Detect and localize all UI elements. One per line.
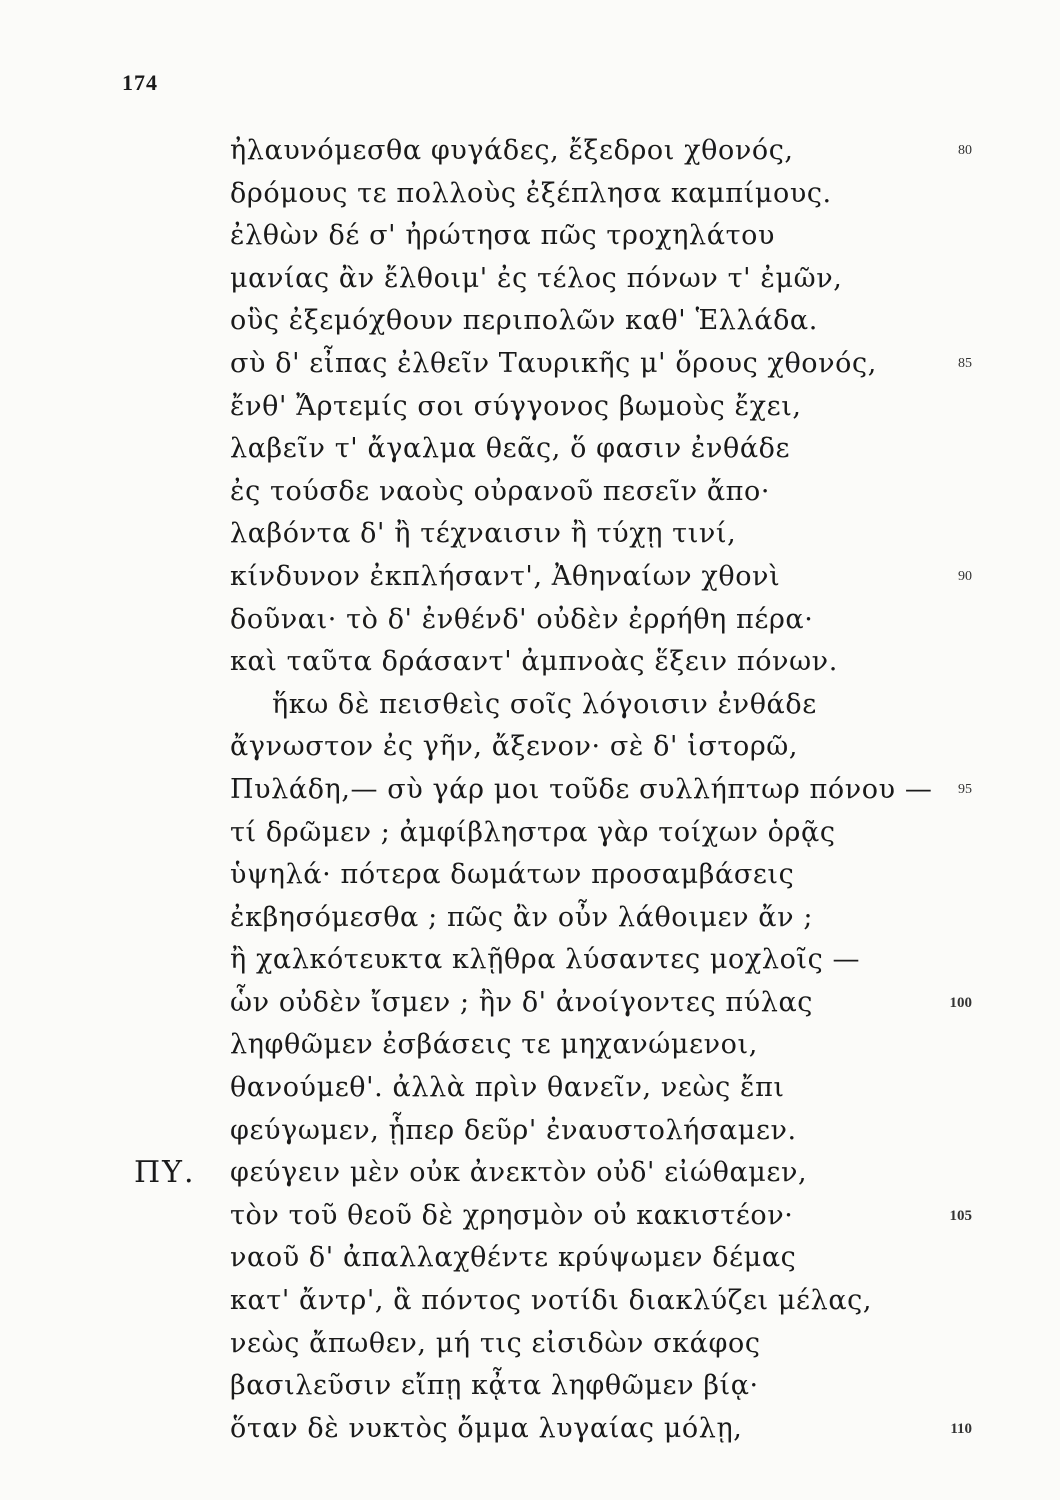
verse-line <box>0 599 1060 642</box>
verse-text: λαβόντα δ' ἢ τέχναισιν ἢ τύχῃ τινί, <box>230 518 737 550</box>
verse-line <box>0 1024 1060 1067</box>
verse-line <box>0 258 1060 301</box>
verse-text: θανούμεθ'. ἀλλὰ πρὶν θανεῖν, νεὼς ἔπι <box>230 1072 785 1104</box>
verse-line <box>0 1323 1060 1366</box>
verse-line <box>0 982 1060 1025</box>
verse-text: λαβεῖν τ' ἄγαλμα θεᾶς, ὅ φασιν ἐνθάδε <box>230 433 791 465</box>
verse-line <box>0 1110 1060 1153</box>
verse-text: σὺ δ' εἶπας ἐλθεῖν Ταυρικῆς μ' ὅρους χθονός, <box>230 347 877 379</box>
line-number: 95 <box>958 781 972 797</box>
verse-line <box>0 513 1060 556</box>
verse-text: καὶ ταῦτα δράσαντ' ἀμπνοὰς ἕξειν πόνων. <box>230 646 838 678</box>
verse-text: ὅταν δὲ νυκτὸς ὄμμα λυγαίας μόλῃ, <box>230 1412 743 1444</box>
verse-line <box>0 1195 1060 1238</box>
verse-line <box>0 130 1060 173</box>
verse-text: δοῦναι· τὸ δ' ἐνθένδ' οὐδὲν ἐρρήθη πέρα· <box>230 603 814 635</box>
line-number: 90 <box>958 568 972 584</box>
verse-line <box>0 173 1060 216</box>
verse-text: ἄγνωστον ἐς γῆν, ἄξενον· σὲ δ' ἱστορῶ, <box>230 731 799 763</box>
verse-line <box>0 641 1060 684</box>
line-number: 80 <box>958 143 972 158</box>
verse-text: κίνδυνον ἐκπλήσαντ', Ἀθηναίων χθονὶ <box>230 560 781 592</box>
verse-text: δρόμους τε πολλοὺς ἐξέπλησα καμπίμους. <box>230 177 832 209</box>
verse-text: τί δρῶμεν ; ἀμφίβληστρα γὰρ τοίχων ὁρᾷς <box>230 816 836 848</box>
verse-text: ληφθῶμεν ἐσβάσεις τε μηχανώμενοι, <box>230 1029 758 1061</box>
verse-line <box>0 1237 1060 1280</box>
line-number: 105 <box>949 1207 972 1224</box>
verse-text: φεύγειν μὲν οὐκ ἀνεκτὸν οὐδ' εἰώθαμεν, <box>230 1157 808 1189</box>
verse-line <box>0 769 1060 812</box>
verse-line <box>0 939 1060 982</box>
verse-line <box>0 386 1060 429</box>
verse-text: ὧν οὐδὲν ἴσμεν ; ἢν δ' ἀνοίγοντες πύλας <box>230 986 814 1018</box>
verse-line <box>0 343 1060 386</box>
speaker-label: ΠΥ. <box>134 1155 196 1191</box>
verse-text: τὸν τοῦ θεοῦ δὲ χρησμὸν οὐ κακιστέον· <box>230 1199 794 1231</box>
verse-text: φεύγωμεν, ᾗπερ δεῦρ' ἐναυστολήσαμεν. <box>230 1114 797 1146</box>
verse-line <box>0 684 1060 727</box>
verse-text: ἐκβησόμεσθα ; πῶς ἂν οὖν λάθοιμεν ἄν ; <box>230 901 814 933</box>
verse-text: κατ' ἄντρ', ἃ πόντος νοτίδι διακλύζει μέλας, <box>230 1285 873 1317</box>
verse-line <box>0 556 1060 599</box>
line-number: 110 <box>950 1420 972 1437</box>
verse-line <box>0 300 1060 343</box>
verse-line <box>0 428 1060 471</box>
verse-text: μανίας ἂν ἔλθοιμ' ἐς τέλος πόνων τ' ἐμῶν, <box>230 262 843 294</box>
verse-text: ἔνθ' Ἄρτεμίς σοι σύγγονος βωμοὺς ἔχει, <box>230 390 802 422</box>
line-number: 85 <box>958 355 972 371</box>
verse-line <box>0 812 1060 855</box>
verse-line <box>0 471 1060 514</box>
verse-line <box>0 726 1060 769</box>
verse-line <box>0 1152 1060 1195</box>
verse-text: ἐλθὼν δέ σ' ἠρώτησα πῶς τροχηλάτου <box>230 220 775 252</box>
verse-block <box>0 130 1060 1450</box>
verse-text: ὑψηλά· πότερα δωμάτων προσαμβάσεις <box>230 859 795 891</box>
verse-line <box>0 1280 1060 1323</box>
verse-text: νεὼς ἄπωθεν, μή τις εἰσιδὼν σκάφος <box>230 1327 761 1359</box>
verse-line <box>0 1408 1060 1451</box>
verse-text: ναοῦ δ' ἀπαλλαχθέντε κρύψωμεν δέμας <box>230 1242 797 1274</box>
line-number: 100 <box>949 994 972 1011</box>
verse-line <box>0 854 1060 897</box>
verse-text: Πυλάδη,— σὺ γάρ μοι τοῦδε συλλήπτωρ πόνου — <box>230 773 933 805</box>
verse-text: βασιλεῦσιν εἴπῃ κᾆτα ληφθῶμεν βίᾳ· <box>230 1370 759 1402</box>
page-number: 174 <box>122 70 158 95</box>
verse-text: ἥκω δὲ πεισθεὶς σοῖς λόγοισιν ἐνθάδε <box>272 688 817 720</box>
verse-line <box>0 215 1060 258</box>
verse-line <box>0 1365 1060 1408</box>
verse-text: ἢ χαλκότευκτα κλῇθρα λύσαντες μοχλοῖς — <box>230 944 861 976</box>
verse-text: ἐς τούσδε ναοὺς οὐρανοῦ πεσεῖν ἄπο· <box>230 475 771 507</box>
verse-text: ἠλαυνόμεσθα φυγάδες, ἔξεδροι χθονός, <box>230 135 794 166</box>
verse-line <box>0 1067 1060 1110</box>
verse-line <box>0 897 1060 940</box>
verse-text: οὓς ἐξεμόχθουν περιπολῶν καθ' Ἑλλάδα. <box>230 305 818 337</box>
